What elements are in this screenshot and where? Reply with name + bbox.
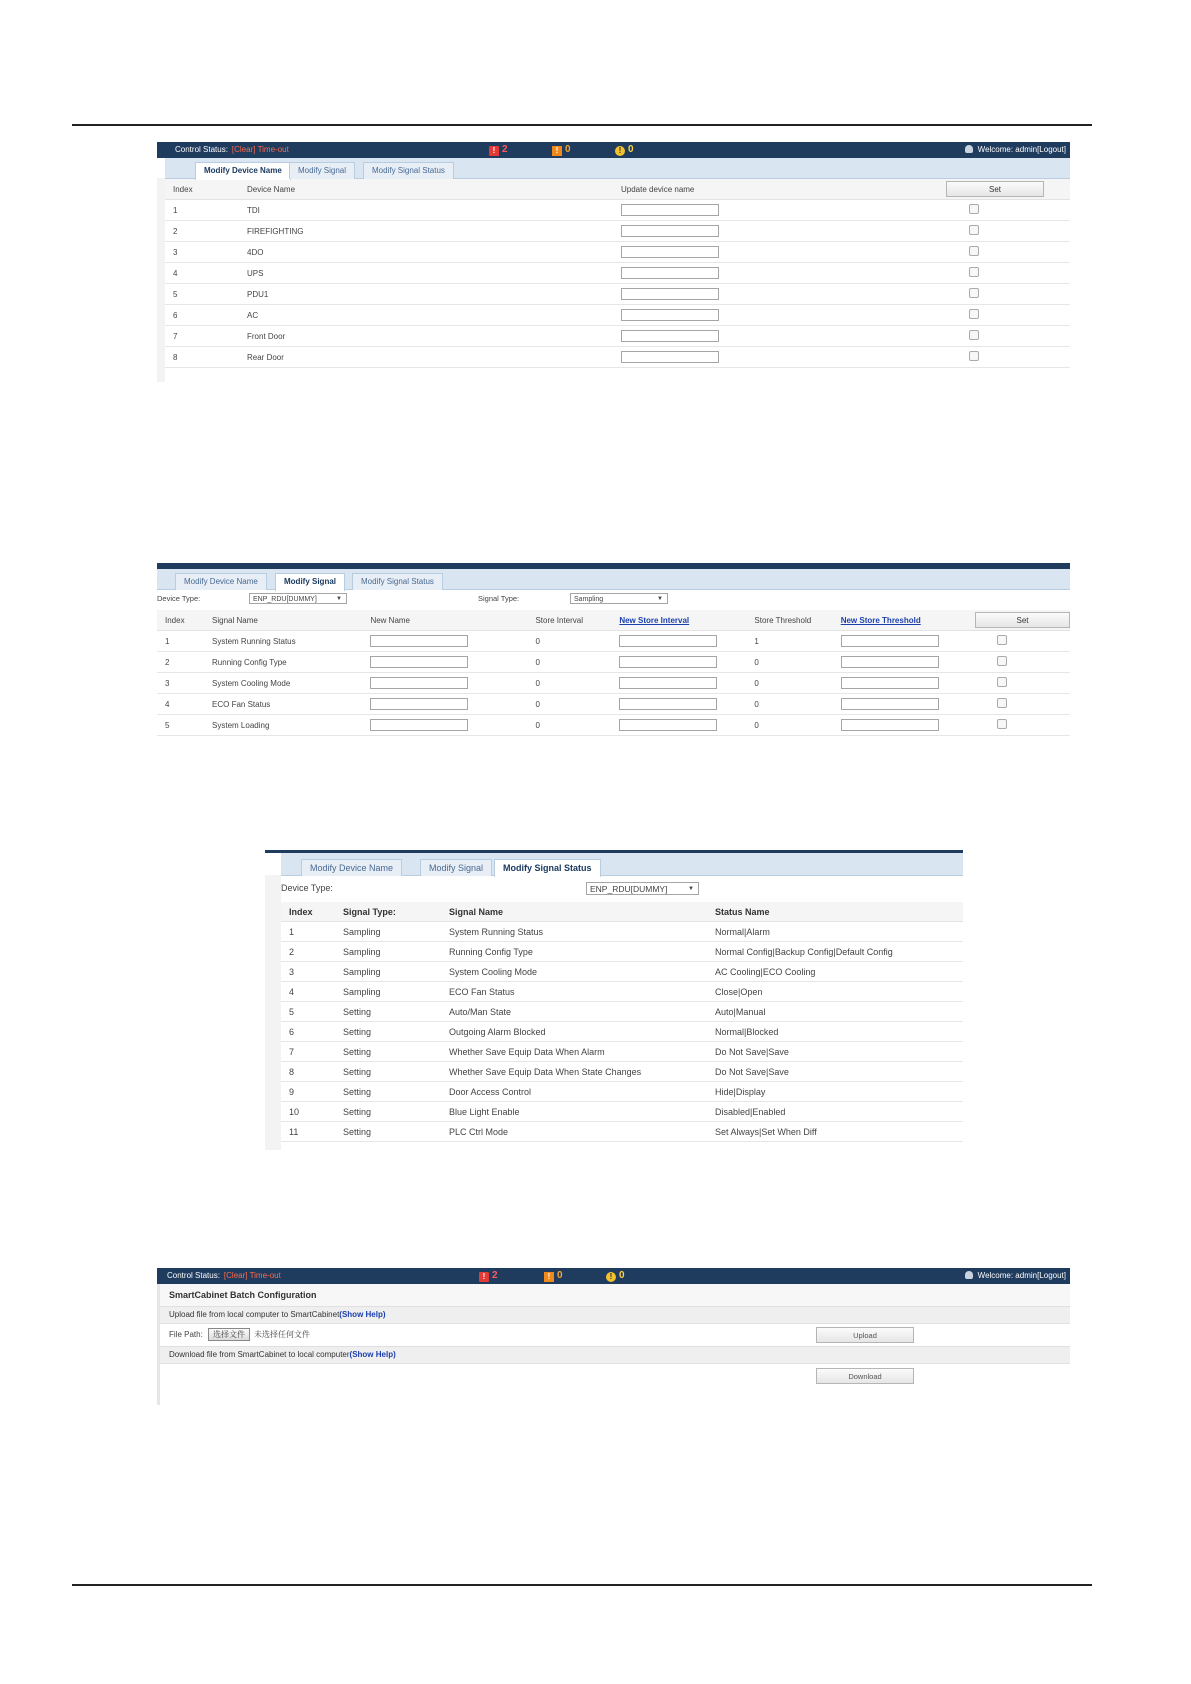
row-signal-type: Setting	[335, 1022, 441, 1042]
table-row	[281, 1082, 963, 1102]
col-status-name: Status Name	[707, 902, 963, 922]
major-alarm-count: 0	[565, 144, 571, 155]
welcome-user[interactable]: Welcome: admin[Logout]	[965, 142, 1066, 158]
tab-modify-signal[interactable]: Modify Signal	[275, 573, 345, 591]
row-checkbox[interactable]	[969, 225, 979, 235]
row-store-interval: 0	[527, 673, 611, 694]
critical-alarm-count: 2	[492, 1270, 498, 1281]
row-device-name: AC	[239, 305, 613, 326]
row-checkbox[interactable]	[969, 246, 979, 256]
row-signal-name: Running Config Type	[204, 652, 362, 673]
critical-alarm-indicator[interactable]	[489, 142, 508, 158]
update-device-name-input[interactable]	[621, 351, 719, 363]
table-row	[157, 673, 1070, 694]
tab-modify-signal-status[interactable]: Modify Signal Status	[363, 162, 454, 179]
signal-table	[157, 610, 1070, 736]
row-checkbox[interactable]	[969, 351, 979, 361]
minor-alarm-count: 0	[628, 144, 634, 155]
download-button[interactable]: Download	[816, 1368, 914, 1384]
batch-config-panel	[157, 1268, 1070, 1405]
col-signal-name: Signal Name	[204, 610, 362, 631]
row-checkbox[interactable]	[997, 635, 1007, 645]
row-signal-name: ECO Fan Status	[204, 694, 362, 715]
row-index: 8	[281, 1062, 335, 1082]
row-index: 3	[165, 242, 239, 263]
device-name-table	[165, 179, 1070, 368]
row-index: 4	[157, 694, 204, 715]
row-signal-name: Whether Save Equip Data When State Changes	[441, 1062, 707, 1082]
new-name-input[interactable]	[370, 635, 468, 647]
row-index: 2	[281, 942, 335, 962]
row-signal-name: PLC Ctrl Mode	[441, 1122, 707, 1142]
row-checkbox[interactable]	[969, 267, 979, 277]
minor-alarm-indicator[interactable]	[606, 1268, 625, 1284]
update-device-name-input[interactable]	[621, 246, 719, 258]
critical-alarm-indicator[interactable]	[479, 1268, 498, 1284]
row-signal-type: Sampling	[335, 922, 441, 942]
table-row	[157, 715, 1070, 736]
status-bar	[157, 1268, 1070, 1284]
col-index: Index	[157, 610, 204, 631]
user-icon	[965, 145, 973, 153]
major-alarm-indicator[interactable]	[552, 142, 571, 158]
minor-alarm-icon: !	[606, 1272, 616, 1282]
row-index: 2	[165, 221, 239, 242]
device-name-panel	[157, 142, 1070, 382]
col-new-name: New Name	[362, 610, 527, 631]
col-signal-name: Signal Name	[441, 902, 707, 922]
row-store-interval: 0	[527, 715, 611, 736]
row-checkbox[interactable]	[969, 309, 979, 319]
table-row	[165, 347, 1070, 368]
device-type-label: Device Type:	[281, 883, 333, 893]
row-signal-type: Setting	[335, 1002, 441, 1022]
file-path-label: File Path:	[169, 1330, 203, 1339]
row-checkbox[interactable]	[969, 288, 979, 298]
signal-status-table	[281, 902, 963, 1142]
clear-timeout-link[interactable]: [Clear] Time-out	[231, 145, 289, 154]
row-signal-name: Blue Light Enable	[441, 1102, 707, 1122]
clear-timeout-link[interactable]: [Clear] Time-out	[223, 1271, 281, 1280]
tab-modify-signal[interactable]: Modify Signal	[289, 162, 355, 179]
update-device-name-input[interactable]	[621, 288, 719, 300]
control-status-label: Control Status:	[167, 1271, 220, 1280]
table-row	[165, 284, 1070, 305]
tab-bar	[165, 158, 1070, 179]
critical-alarm-count: 2	[502, 144, 508, 155]
modify-signal-panel	[157, 563, 1070, 743]
new-store-interval-input[interactable]	[619, 656, 717, 668]
row-checkbox[interactable]	[997, 656, 1007, 666]
choose-file-button[interactable]: 选择文件	[208, 1328, 250, 1341]
filter-row	[281, 876, 963, 902]
row-device-name: Rear Door	[239, 347, 613, 368]
update-device-name-input[interactable]	[621, 330, 719, 342]
row-index: 6	[281, 1022, 335, 1042]
minor-alarm-icon: !	[615, 146, 625, 156]
update-device-name-input[interactable]	[621, 267, 719, 279]
row-index: 7	[165, 326, 239, 347]
signal-type-label: Signal Type:	[478, 594, 520, 603]
row-checkbox[interactable]	[997, 698, 1007, 708]
row-index: 5	[281, 1002, 335, 1022]
control-status-label: Control Status:	[175, 145, 228, 154]
download-show-help-link[interactable]: (Show Help)	[349, 1350, 396, 1359]
new-store-threshold-input[interactable]	[841, 719, 939, 731]
left-edge	[265, 875, 281, 1150]
status-bar	[157, 142, 1070, 158]
tab-modify-device-name[interactable]: Modify Device Name	[175, 573, 267, 590]
table-row	[157, 694, 1070, 715]
row-signal-type: Sampling	[335, 942, 441, 962]
table-header	[165, 179, 1070, 200]
chevron-down-icon: ▼	[657, 596, 663, 602]
table-row	[165, 326, 1070, 347]
row-index: 4	[281, 982, 335, 1002]
row-signal-name: Whether Save Equip Data When Alarm	[441, 1042, 707, 1062]
new-store-threshold-input[interactable]	[841, 635, 939, 647]
table-row	[281, 1022, 963, 1042]
minor-alarm-indicator[interactable]	[615, 142, 634, 158]
row-index: 9	[281, 1082, 335, 1102]
row-index: 10	[281, 1102, 335, 1122]
col-index: Index	[165, 179, 239, 200]
upload-button[interactable]: Upload	[816, 1327, 914, 1343]
row-store-threshold: 0	[746, 694, 832, 715]
row-checkbox[interactable]	[969, 204, 979, 214]
tab-modify-device-name[interactable]: Modify Device Name	[301, 859, 402, 876]
tab-bar	[281, 853, 963, 876]
row-status-name: Do Not Save|Save	[707, 1042, 963, 1062]
new-store-threshold-link[interactable]: New Store Threshold	[840, 615, 921, 625]
row-store-interval: 0	[527, 631, 611, 652]
page-bottom-rule	[72, 1584, 1092, 1586]
row-status-name: Auto|Manual	[707, 1002, 963, 1022]
tab-modify-device-name[interactable]: Modify Device Name	[195, 162, 291, 180]
table-row	[165, 221, 1070, 242]
table-row	[281, 1042, 963, 1062]
new-name-input[interactable]	[370, 698, 468, 710]
row-signal-name: System Running Status	[441, 922, 707, 942]
minor-alarm-count: 0	[619, 1270, 625, 1281]
col-signal-type: Signal Type:	[335, 902, 441, 922]
new-name-input[interactable]	[370, 677, 468, 689]
device-type-select[interactable]: ENP_RDU[DUMMY] ▼	[586, 882, 699, 895]
row-checkbox[interactable]	[997, 719, 1007, 729]
new-name-input[interactable]	[370, 656, 468, 668]
tab-bar	[157, 569, 1070, 590]
table-row	[281, 1102, 963, 1122]
chevron-down-icon: ▼	[336, 596, 342, 602]
row-store-threshold: 0	[746, 715, 832, 736]
row-index: 7	[281, 1042, 335, 1062]
row-index: 8	[165, 347, 239, 368]
row-store-interval: 0	[527, 652, 611, 673]
row-index: 3	[281, 962, 335, 982]
modify-signal-status-panel	[265, 850, 963, 1150]
col-index: Index	[281, 902, 335, 922]
chevron-down-icon: ▼	[688, 886, 694, 892]
row-device-name: Front Door	[239, 326, 613, 347]
row-signal-type: Setting	[335, 1062, 441, 1082]
new-name-input[interactable]	[370, 719, 468, 731]
left-edge	[157, 178, 165, 382]
row-signal-name: System Cooling Mode	[204, 673, 362, 694]
new-store-interval-input[interactable]	[619, 635, 717, 647]
critical-alarm-icon: !	[479, 1272, 489, 1282]
row-signal-name: Outgoing Alarm Blocked	[441, 1022, 707, 1042]
row-signal-name: System Running Status	[204, 631, 362, 652]
major-alarm-count: 0	[557, 1270, 563, 1281]
device-type-select[interactable]: ENP_RDU[DUMMY] ▼	[249, 593, 347, 604]
table-row	[281, 1122, 963, 1142]
page-top-rule	[72, 124, 1092, 126]
row-store-threshold: 0	[746, 673, 832, 694]
new-store-threshold-input[interactable]	[841, 698, 939, 710]
row-signal-name: Auto/Man State	[441, 1002, 707, 1022]
update-device-name-input[interactable]	[621, 309, 719, 321]
table-row	[281, 962, 963, 982]
row-store-interval: 0	[527, 694, 611, 715]
row-status-name: Disabled|Enabled	[707, 1102, 963, 1122]
row-index: 5	[165, 284, 239, 305]
tab-modify-signal-status[interactable]: Modify Signal Status	[352, 573, 443, 590]
table-row	[281, 1002, 963, 1022]
row-status-name: Normal Config|Backup Config|Default Config	[707, 942, 963, 962]
row-index: 6	[165, 305, 239, 326]
col-store-interval: Store Interval	[527, 610, 611, 631]
row-signal-name: Running Config Type	[441, 942, 707, 962]
row-index: 4	[165, 263, 239, 284]
row-status-name: Set Always|Set When Diff	[707, 1122, 963, 1142]
row-signal-type: Setting	[335, 1102, 441, 1122]
row-signal-type: Setting	[335, 1042, 441, 1062]
row-status-name: Do Not Save|Save	[707, 1062, 963, 1082]
new-store-interval-input[interactable]	[619, 677, 717, 689]
row-store-threshold: 0	[746, 652, 832, 673]
row-signal-name: Door Access Control	[441, 1082, 707, 1102]
major-alarm-indicator[interactable]	[544, 1268, 563, 1284]
row-signal-name: System Loading	[204, 715, 362, 736]
upload-show-help-link[interactable]: (Show Help)	[339, 1310, 386, 1319]
table-row	[165, 242, 1070, 263]
left-edge	[157, 1284, 160, 1405]
row-status-name: Close|Open	[707, 982, 963, 1002]
row-index: 3	[157, 673, 204, 694]
welcome-user[interactable]: Welcome: admin[Logout]	[965, 1268, 1066, 1284]
row-index: 1	[157, 631, 204, 652]
update-device-name-input[interactable]	[621, 204, 719, 216]
row-checkbox[interactable]	[969, 330, 979, 340]
batch-title: SmartCabinet Batch Configuration	[157, 1284, 1070, 1306]
row-status-name: Normal|Alarm	[707, 922, 963, 942]
row-status-name: Normal|Blocked	[707, 1022, 963, 1042]
table-row	[165, 200, 1070, 221]
download-row	[157, 1364, 1070, 1390]
set-button[interactable]: Set	[975, 612, 1070, 628]
row-signal-type: Setting	[335, 1122, 441, 1142]
table-row	[165, 263, 1070, 284]
table-row	[157, 652, 1070, 673]
col-update-device-name: Update device name	[613, 179, 938, 200]
tab-modify-signal[interactable]: Modify Signal	[420, 859, 492, 876]
row-index: 2	[157, 652, 204, 673]
row-device-name: UPS	[239, 263, 613, 284]
upload-row	[157, 1324, 1070, 1346]
row-status-name: Hide|Display	[707, 1082, 963, 1102]
table-row	[281, 922, 963, 942]
row-signal-name: System Cooling Mode	[441, 962, 707, 982]
row-device-name: PDU1	[239, 284, 613, 305]
table-row	[281, 1062, 963, 1082]
update-device-name-input[interactable]	[621, 225, 719, 237]
major-alarm-icon: !	[552, 146, 562, 156]
new-store-interval-input[interactable]	[619, 719, 717, 731]
new-store-interval-input[interactable]	[619, 698, 717, 710]
row-signal-type: Setting	[335, 1082, 441, 1102]
table-header	[157, 610, 1070, 631]
critical-alarm-icon: !	[489, 146, 499, 156]
row-device-name: TDI	[239, 200, 613, 221]
row-signal-type: Sampling	[335, 962, 441, 982]
row-index: 5	[157, 715, 204, 736]
row-index: 1	[165, 200, 239, 221]
table-row	[281, 942, 963, 962]
signal-type-select[interactable]: Sampling ▼	[570, 593, 668, 604]
col-store-threshold: Store Threshold	[746, 610, 832, 631]
table-row	[157, 631, 1070, 652]
user-icon	[965, 1271, 973, 1279]
download-section-header: Download file from SmartCabinet to local computer(Show Help)	[157, 1346, 1070, 1364]
table-header	[281, 902, 963, 922]
row-signal-name: ECO Fan Status	[441, 982, 707, 1002]
new-store-threshold-input[interactable]	[841, 677, 939, 689]
device-type-label: Device Type:	[157, 594, 201, 603]
table-row	[165, 305, 1070, 326]
filter-row	[157, 590, 1070, 610]
tab-modify-signal-status[interactable]: Modify Signal Status	[494, 859, 601, 877]
row-signal-type: Sampling	[335, 982, 441, 1002]
row-index: 1	[281, 922, 335, 942]
major-alarm-icon: !	[544, 1272, 554, 1282]
row-device-name: 4DO	[239, 242, 613, 263]
row-index: 11	[281, 1122, 335, 1142]
no-file-chosen-text: 未选择任何文件	[254, 1330, 310, 1339]
row-store-threshold: 1	[746, 631, 832, 652]
new-store-threshold-input[interactable]	[841, 656, 939, 668]
upload-section-header: Upload file from local computer to SmartCabinet(Show Help)	[157, 1306, 1070, 1324]
table-row	[281, 982, 963, 1002]
set-button[interactable]: Set	[946, 181, 1044, 197]
col-device-name: Device Name	[239, 179, 613, 200]
row-checkbox[interactable]	[997, 677, 1007, 687]
row-device-name: FIREFIGHTING	[239, 221, 613, 242]
new-store-interval-link[interactable]: New Store Interval	[619, 615, 690, 625]
row-status-name: AC Cooling|ECO Cooling	[707, 962, 963, 982]
